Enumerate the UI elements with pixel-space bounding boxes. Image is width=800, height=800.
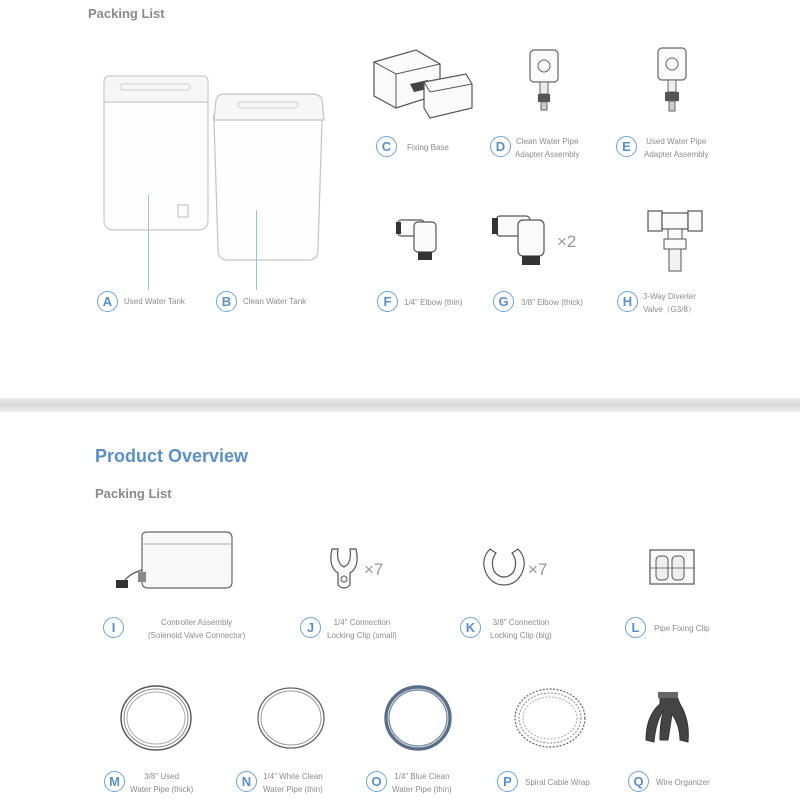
label-k-line1: 3/8" Connection [492,618,550,627]
label-j-line2: Locking Clip (small) [327,631,397,640]
packing-list-heading-top: Packing List [88,6,165,21]
label-c: Fixing Base [407,143,449,152]
label-m-line2: Water Pipe (thick) [130,785,194,794]
label-j-line1: 1/4" Connection [333,618,391,627]
badge-b: B [216,291,237,312]
controller-assembly-illustration [108,530,238,600]
label-h-line1: 3-Way Diverter [643,292,697,301]
label-q: Wire Organizer [656,778,710,787]
label-n-line2: Water Pipe (thin) [263,785,323,794]
badge-p: P [497,771,518,792]
multiplier-k: ×7 [528,560,548,579]
badge-j: J [300,617,321,638]
label-n [263,770,323,796]
label-m [130,770,193,796]
label-l: Pipe Fixing Clip [654,624,710,633]
label-a: Used Water Tank [124,297,185,306]
label-n-line1: 1/4" White Clean [263,772,323,781]
badge-n: N [236,771,257,792]
section-divider [0,398,800,412]
fixing-base-illustration [366,44,476,124]
label-e-line2: Adapter Assembly [644,150,709,159]
label-o [392,770,452,796]
label-i-line1: Controller Assembly [161,618,233,627]
clean-water-tank-illustration [208,90,338,270]
elbow-thick-illustration [492,210,552,270]
spiral-cable-wrap-illustration [512,686,588,750]
badge-o: O [366,771,387,792]
elbow-thin-illustration [396,212,446,267]
label-e-line1: Used Water Pipe [646,137,707,146]
label-d-line2: Adapter Assembly [515,150,580,159]
white-clean-water-pipe-illustration [255,685,327,751]
diverter-valve-illustration [646,205,706,280]
used-water-tank-illustration [100,70,220,240]
label-o-line2: Water Pipe (thin) [392,785,452,794]
label-h [643,290,696,316]
badge-a: A [97,291,118,312]
badge-g: G [493,291,514,312]
label-h-line2: Valve（G3/8） [643,305,696,314]
badge-e: E [616,136,637,157]
wire-organizer-illustration [640,690,696,750]
packing-list-panel-top [0,0,800,398]
label-g: 3/8" Elbow (thick) [521,298,583,307]
label-b: Clean Water Tank [243,297,307,306]
multiplier-j: ×7 [364,560,384,579]
used-water-pipe-thick-illustration [118,683,194,753]
badge-m: M [104,771,125,792]
label-e [644,135,708,161]
label-j [327,616,397,642]
label-p: Spiral Cable Wrap [525,778,590,787]
badge-c: C [376,136,397,157]
callout-line-a [148,195,149,290]
label-d [515,135,579,161]
label-k-line2: Locking Clip (big) [490,631,552,640]
packing-list-heading-bottom: Packing List [95,486,172,501]
badge-i: I [103,617,124,638]
badge-l: L [625,617,646,638]
label-k [490,616,552,642]
badge-d: D [490,136,511,157]
blue-clean-water-pipe-illustration [382,683,454,753]
big-locking-clip-illustration [478,545,528,590]
multiplier-g: ×2 [557,232,577,251]
used-water-pipe-adapter-illustration [654,46,694,116]
label-i [148,616,245,642]
badge-f: F [377,291,398,312]
label-d-line1: Clean Water Pipe [516,137,579,146]
label-i-line2: (Solenoid Valve Connector) [148,631,246,640]
badge-h: H [617,291,638,312]
label-o-line1: 1/4" Blue Clean [394,772,450,781]
pipe-fixing-clip-illustration [648,548,698,588]
small-locking-clip-illustration [324,545,364,595]
badge-q: Q [628,771,649,792]
callout-line-b [256,210,257,290]
clean-water-pipe-adapter-illustration [526,48,566,118]
badge-k: K [460,617,481,638]
label-f: 1/4" Elbow (thin) [404,298,463,307]
label-m-line1: 3/8" Used [144,772,180,781]
product-overview-title: Product Overview [95,446,249,466]
